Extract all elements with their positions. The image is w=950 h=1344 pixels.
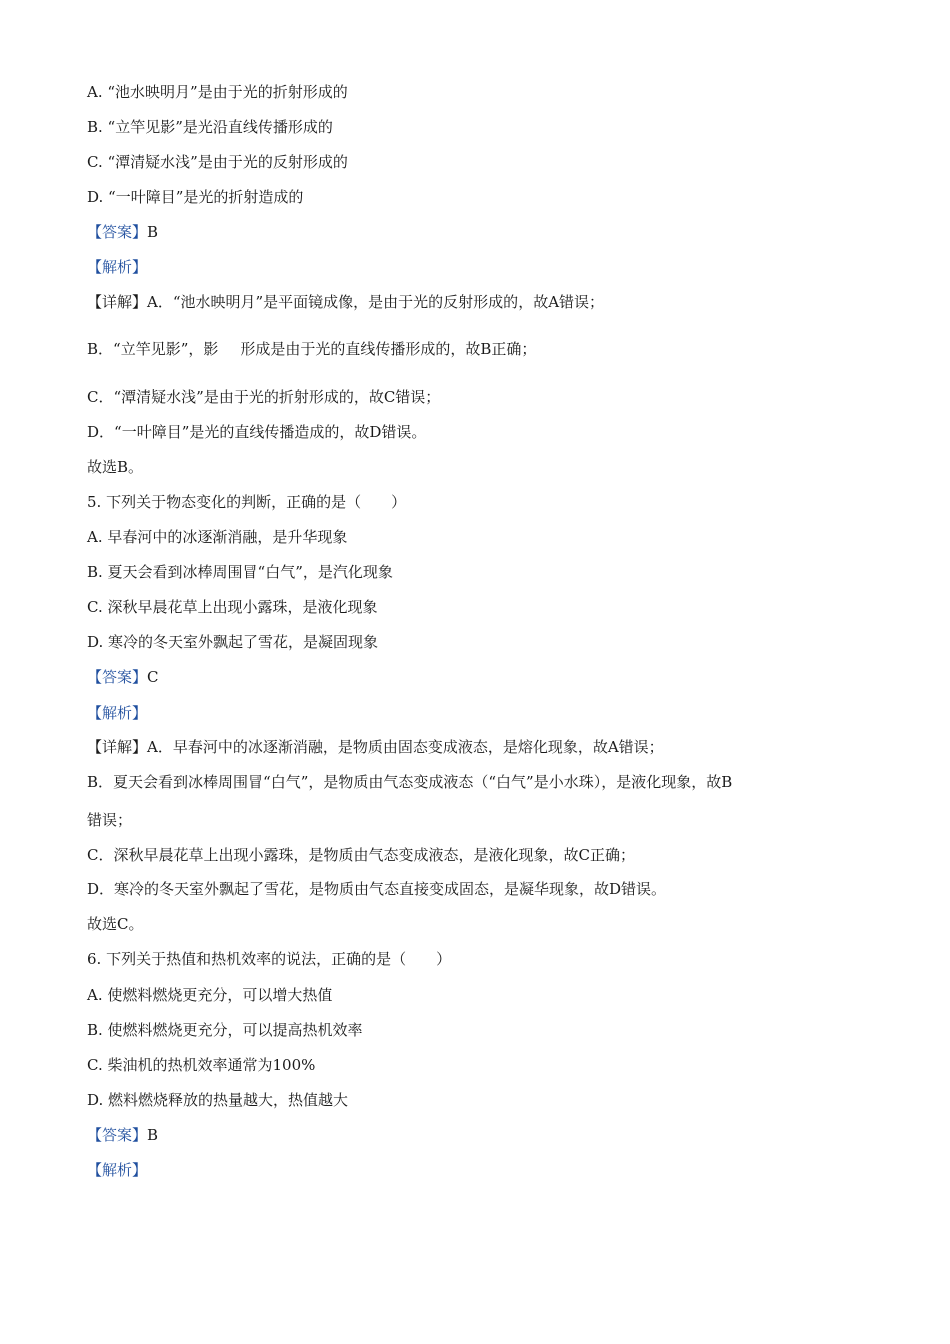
answer-value: B	[147, 223, 159, 241]
answer-tag: 【答案】	[87, 223, 148, 241]
q6-option-c: C. 柴油机的热机效率通常为100%	[87, 1056, 316, 1074]
q5-conclusion: 故选C。	[87, 915, 144, 933]
q5-detail-b-line2: 错误；	[87, 811, 133, 829]
analysis-tag: 【解析】	[87, 704, 148, 722]
q4-answer	[87, 222, 158, 242]
analysis-tag: 【解析】	[87, 1161, 148, 1179]
detail-tag: 【详解】	[87, 738, 148, 756]
q4-option-c: C. “潭清疑水浅”是由于光的反射形成的	[87, 153, 348, 171]
q4-option-a: A. “池水映明月”是由于光的折射形成的	[87, 83, 348, 101]
q6-question: 6. 下列关于热值和热机效率的说法，正确的是（ ）	[87, 950, 452, 968]
q4-option-d: D. “一叶障目”是光的折射造成的	[87, 188, 304, 206]
detail-text: A．早春河中的冰逐渐消融，是物质由固态变成液态，是熔化现象，故A错误；	[147, 738, 664, 756]
detail-text-part1: B．“立竿见影”，影	[87, 340, 219, 358]
detail-text-part2: 形成是由于光的直线传播形成的，故B正确；	[240, 340, 537, 358]
q5-option-a: A. 早春河中的冰逐渐消融，是升华现象	[87, 528, 348, 546]
q4-detail-b	[87, 339, 536, 359]
q6-option-d: D. 燃料燃烧释放的热量越大，热值越大	[87, 1091, 349, 1109]
answer-value: B	[147, 1126, 159, 1144]
q5-option-d: D. 寒冷的冬天室外飘起了雪花，是凝固现象	[87, 633, 379, 651]
analysis-tag: 【解析】	[87, 258, 148, 276]
detail-tag: 【详解】	[87, 293, 148, 311]
q5-answer	[87, 667, 159, 687]
q6-option-b: B. 使燃料燃烧更充分，可以提高热机效率	[87, 1021, 363, 1039]
answer-value: C	[147, 668, 159, 686]
q5-option-c: C. 深秋早晨花草上出现小露珠，是液化现象	[87, 598, 378, 616]
q5-detail-c: C．深秋早晨花草上出现小露珠，是物质由气态变成液态，是液化现象，故C正确；	[87, 846, 635, 864]
q5-detail-b-line1: B．夏天会看到冰棒周围冒“白气”，是物质由气态变成液态（“白气”是小水珠），是液化现象，故B	[87, 773, 733, 791]
detail-text: A．“池水映明月”是平面镜成像，是由于光的反射形成的，故A错误；	[147, 293, 605, 311]
answer-tag: 【答案】	[87, 668, 148, 686]
q5-question: 5. 下列关于物态变化的判断，正确的是（ ）	[87, 493, 407, 511]
q4-detail-a	[87, 292, 604, 312]
q4-analysis-heading	[87, 257, 147, 277]
q4-conclusion: 故选B。	[87, 458, 144, 476]
q5-option-b: B. 夏天会看到冰棒周围冒“白气”，是汽化现象	[87, 563, 393, 581]
q4-detail-c: C．“潭清疑水浅”是由于光的折射形成的，故C错误；	[87, 388, 441, 406]
q6-option-a: A. 使燃料燃烧更充分，可以增大热值	[87, 986, 333, 1004]
q6-analysis-heading	[87, 1160, 147, 1180]
q5-detail-d: D．寒冷的冬天室外飘起了雪花，是物质由气态直接变成固态，是凝华现象，故D错误。	[87, 880, 667, 898]
q5-analysis-heading	[87, 703, 147, 723]
q4-option-b: B. “立竿见影”是光沿直线传播形成的	[87, 118, 333, 136]
q5-detail-a	[87, 737, 664, 757]
q6-answer	[87, 1125, 158, 1145]
answer-tag: 【答案】	[87, 1126, 148, 1144]
q4-detail-d: D．“一叶障目”是光的直线传播造成的，故D错误。	[87, 423, 427, 441]
